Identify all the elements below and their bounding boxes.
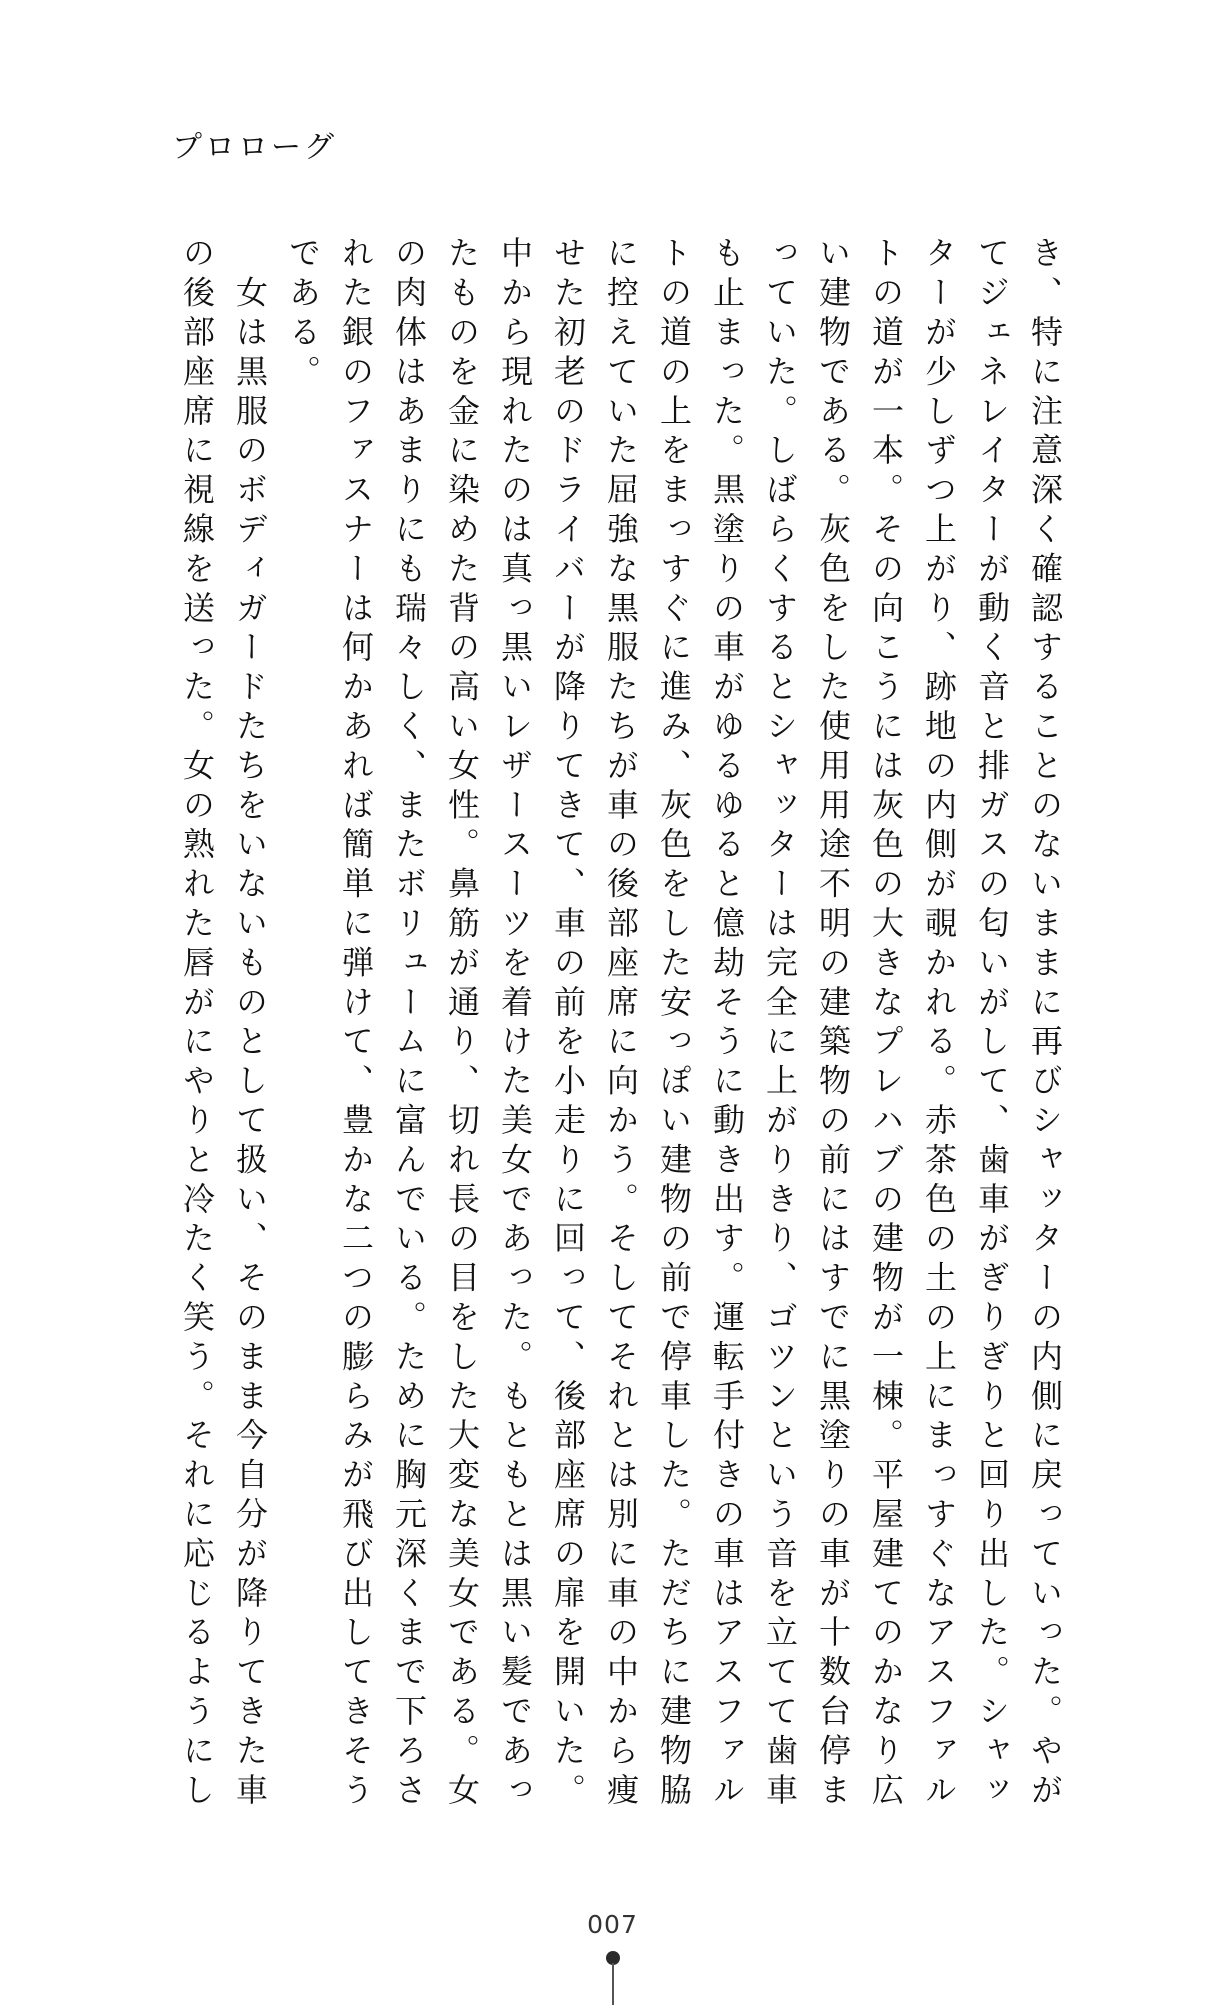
text-line-6: っていた。しばらくするとシャッターは完全に上がりきり、ゴツンという音を立てて歯車	[761, 236, 799, 1812]
text-line-4: トの道が一本。その向こうには灰色の大きなプレハブの建物が一棟。平屋建てのかなり広	[867, 236, 905, 1812]
text-line-3: ターが少しずつ上がり、跡地の内側が覗かれる。赤茶色の土の上にまっすぐなアスファル	[920, 236, 958, 1812]
text-line-12: たものを金に染めた背の高い女性。鼻筋が通り、切れ長の目をした大変な美女である。女	[443, 236, 481, 1812]
page-marker-line	[612, 1963, 614, 2005]
text-line-8: トの道の上をまっすぐに進み、灰色をした安っぽい建物の前で停車した。ただちに建物脇	[655, 236, 693, 1812]
text-line-9: に控えていた屈強な黒服たちが車の後部座席に向かう。そしてそれとは別に車の中から痩	[602, 236, 640, 1812]
text-line-5: い建物である。灰色をした使用用途不明の建築物の前にはすでに黒塗りの車が十数台停ま	[814, 236, 852, 1812]
text-line-14: れた銀のファスナーは何かあれば簡単に弾けて、豊かな二つの膨らみが飛び出してきそう	[337, 236, 375, 1812]
text-line-15: である。	[284, 236, 322, 394]
text-line-10: せた初老のドライバーが降りてきて、車の前を小走りに回って、後部座席の扉を開いた。	[549, 236, 587, 1812]
text-line-11: 中から現れたのは真っ黒いレザースーツを着けた美女であった。もともとは黒い髪であっ	[496, 236, 534, 1812]
chapter-title: プロローグ	[172, 130, 337, 165]
text-line-16: 女は黒服のボディガードたちをいないものとして扱い、そのまま今自分が降りてきた車	[231, 236, 269, 1812]
text-line-2: てジェネレイターが動く音と排ガスの匂いがして、歯車がぎりぎりと回り出した。シャッ	[973, 236, 1011, 1812]
text-line-7: も止まった。黒塗りの車がゆるゆると億劫そうに動き出す。運転手付きの車はアスファル	[708, 236, 746, 1812]
text-line-17: の後部座席に視線を送った。女の熟れた唇がにやりと冷たく笑う。それに応じるようにし	[178, 236, 216, 1812]
text-line-1: き、特に注意深く確認することのないままに再びシャッターの内側に戻っていった。やが	[1026, 236, 1064, 1812]
body-text	[175, 236, 1067, 1812]
text-line-13: の肉体はあまりにも瑞々しく、またボリュームに富んでいる。ために胸元深くまで下ろさ	[390, 236, 428, 1812]
page-number: 007	[587, 1910, 638, 1939]
